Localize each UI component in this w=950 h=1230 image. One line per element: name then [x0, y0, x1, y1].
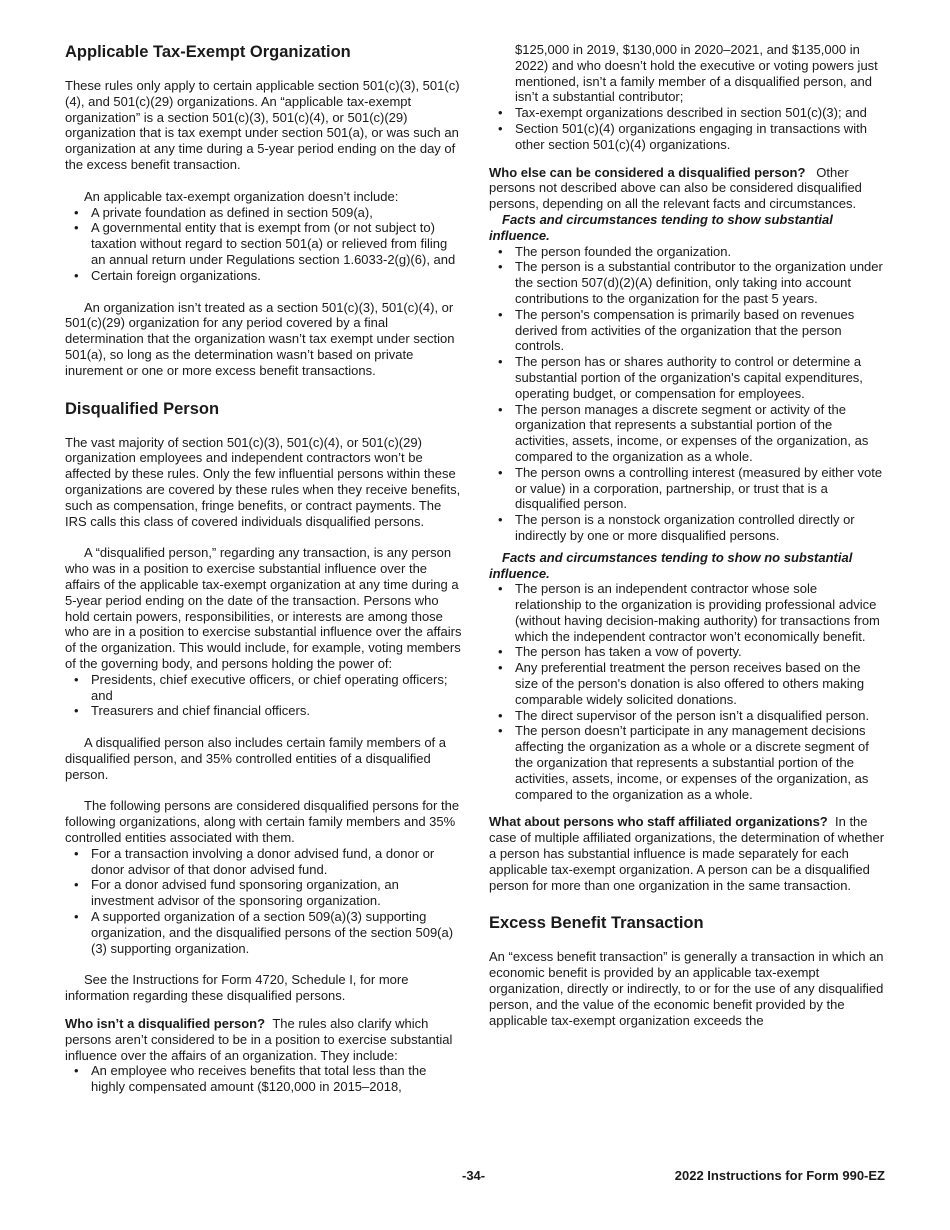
- paragraph: The following persons are considered disqualified persons for the following organizations, along with certain family members and 35% controlled entities associated with them.: [65, 798, 460, 846]
- runin-text: Other persons not described above can also be considered disqualified persons, depending on all the relevant facts and circumstances.: [489, 164, 862, 212]
- bullet-list: [489, 581, 885, 802]
- list-item: • The person owns a controlling interest (measured by either vote or value) in a corporation, partnership, or trust that is a disqualified person.: [489, 465, 885, 512]
- list-item: • The person has or shares authority to control or determine a substantial portion of the organization's capital expenditures, operating budget, or compensation for employees.: [489, 354, 885, 401]
- list-item: • The person founded the organization.: [489, 244, 885, 260]
- bullet-list: [65, 672, 463, 719]
- list-item: • Treasurers and chief financial officers.: [65, 703, 463, 719]
- paragraph-affiliated-organizations: [489, 814, 885, 893]
- runin-heading-affiliated: What about persons who staff affiliated organizations?: [489, 814, 828, 830]
- list-item: • Any preferential treatment the person receives based on the size of the person's donation is also offered to others making comparable widely solicited donations.: [489, 660, 885, 707]
- list-item: • The person is a nonstock organization controlled directly or indirectly by one or more disqualified persons.: [489, 512, 885, 544]
- page-number: -34-: [462, 1168, 486, 1183]
- heading-disqualified-person: Disqualified Person: [65, 399, 220, 418]
- list-item: • The direct supervisor of the person isn’t a disqualified person.: [489, 708, 885, 724]
- heading-excess-benefit-transaction: Excess Benefit Transaction: [489, 914, 704, 933]
- list-item: • The person is an independent contractor whose sole relationship to the organization is providing professional advice (without having decision-making authority) for transactions from which the independent contractor won’t economically benefit.: [489, 581, 885, 644]
- paragraph: A “disqualified person,” regarding any transaction, is any person who was in a position to exercise substantial influence over the affairs of the applicable tax-exempt organization at any time during a 5-year period ending on the date of the transaction. Persons who hold certain powers, responsibilities, or interests are among those who are in a position to exercise substantial influence over the affairs of the organization. This would include, for example, voting members of the governing body, and persons holding the power of:: [65, 545, 462, 671]
- runin-text: The rules also clarify which persons aren’t considered to be in a position to exercise substantial influence over the affairs of an organization. They include:: [65, 1016, 453, 1063]
- list-item: • Tax-exempt organizations described in section 501(c)(3); and: [489, 105, 885, 121]
- list-item: • Presidents, chief executive officers, or chief operating officers; and: [65, 672, 463, 704]
- left-column: [65, 42, 463, 1111]
- bullet-list: [65, 205, 463, 284]
- runin-text: In the case of multiple affiliated organizations, the determination of whether a person has substantial influence is made separately for each applicable tax-exempt organization. A person can be a disqualified person for more than one organization in the same transaction.: [489, 814, 885, 893]
- paragraph-who-else: [489, 165, 885, 212]
- bullet-list: [65, 1063, 463, 1095]
- list-item: • For a donor advised fund sponsoring organization, an investment advisor of the sponsoring organization.: [65, 877, 463, 909]
- list-item: • For a transaction involving a donor advised fund, a donor or donor advisor of that donor advised fund.: [65, 846, 463, 878]
- paragraph: An organization isn’t treated as a section 501(c)(3), 501(c)(4), or 501(c)(29) organization for any period covered by a final determination that the organization wasn’t tax exempt under section 501(a), so long as the determination wasn’t based on private inurement or one or more excess benefit transactions.: [65, 299, 455, 378]
- paragraph: An “excess benefit transaction” is generally a transaction in which an economic benefit is provided by an applicable tax-exempt organization, directly or indirectly, to or for the use of any disqualified person, and the value of the economic benefit provided by the applicable tax-exempt organization exceeds the: [489, 949, 884, 1028]
- runin-heading-who-else: Who else can be considered a disqualified person?: [489, 164, 806, 180]
- list-item: • A supported organization of a section 509(a)(3) supporting organization, and the disqualified persons of the section 509(a)(3) supporting organization.: [65, 909, 463, 956]
- list-item: • Section 501(c)(4) organizations engaging in transactions with other section 501(c)(4) organizations.: [489, 121, 885, 153]
- paragraph: An applicable tax-exempt organization doesn’t include:: [84, 188, 399, 204]
- list-item: • The person's compensation is primarily based on revenues derived from activities of the organization that the person controls.: [489, 307, 885, 354]
- form-title: 2022 Instructions for Form 990-EZ: [674, 1168, 885, 1183]
- list-item: • The person is a substantial contributor to the organization under the section 507(d)(2)(A) definition, only taking into account contributions to the organization for the past 5 years.: [489, 259, 885, 306]
- list-item: • A governmental entity that is exempt from (or not subject to) taxation without regard to section 501(a) or relieved from filing an annual return under Regulations section 1.6033-2(g)(6), and: [65, 220, 463, 267]
- list-item: • The person doesn’t participate in any management decisions affecting the organization as a whole or a discrete segment of the organization that represents a substantial portion of the activities, assets, income, or expenses of the organization, as compared to the organization as a whole.: [489, 723, 885, 802]
- bullet-list: [489, 244, 885, 544]
- right-column: [489, 42, 885, 1044]
- runin-heading-who-isnt: Who isn’t a disqualified person?: [65, 1016, 266, 1032]
- list-item-continuation: $125,000 in 2019, $130,000 in 2020–2021, and $135,000 in 2022) and who doesn’t hold the executive or voting powers just mentioned, isn’t a family member of a disqualified person, and isn’t a substantial contributor;: [515, 42, 878, 105]
- bullet-list: [489, 105, 885, 152]
- heading-applicable-tax-exempt-organization: Applicable Tax-Exempt Organization: [65, 43, 351, 61]
- list-item: • The person has taken a vow of poverty.: [489, 644, 885, 660]
- list-item: • The person manages a discrete segment or activity of the organization that represents a substantial portion of the activities, assets, income, or expenses of the organization, as compared to the organization as a whole.: [489, 402, 885, 465]
- list-item: • An employee who receives benefits that total less than the highly compensated amount ($120,000 in 2015–2018,: [65, 1063, 463, 1095]
- paragraph: See the Instructions for Form 4720, Schedule I, for more information regarding these disqualified persons.: [65, 972, 409, 1004]
- bullet-list: [65, 846, 463, 957]
- paragraph: A disqualified person also includes certain family members of a disqualified person, and 35% controlled entities of a disqualified person.: [65, 735, 447, 782]
- paragraph-who-isnt-disqualified: [65, 1016, 463, 1063]
- subheading-substantial-influence: Facts and circumstances tending to show substantial influence.: [489, 211, 833, 243]
- paragraph: The vast majority of section 501(c)(3), 501(c)(4), or 501(c)(29) organization employees and independent contractors won’t be affected by these rules. Only the few influential persons within these organizations are covered by these rules when they receive benefits, such as compensation, fringe benefits, or contract payments. The IRS calls this class of covered individuals disqualified persons.: [65, 434, 461, 529]
- list-item: • Certain foreign organizations.: [65, 268, 463, 284]
- subheading-no-substantial-influence: Facts and circumstances tending to show no substantial influence.: [489, 549, 853, 581]
- list-item: • A private foundation as defined in section 509(a),: [65, 205, 463, 221]
- paragraph: These rules only apply to certain applicable section 501(c)(3), 501(c)(4), and 501(c)(29) organizations. An “applicable tax-exempt organization” is a section 501(c)(3), 501(c)(4), or 501(c)(29) organization that is tax exempt under section 501(a), or was such an organization at any time during a 5-year period ending on the day of the excess benefit transaction.: [65, 78, 460, 172]
